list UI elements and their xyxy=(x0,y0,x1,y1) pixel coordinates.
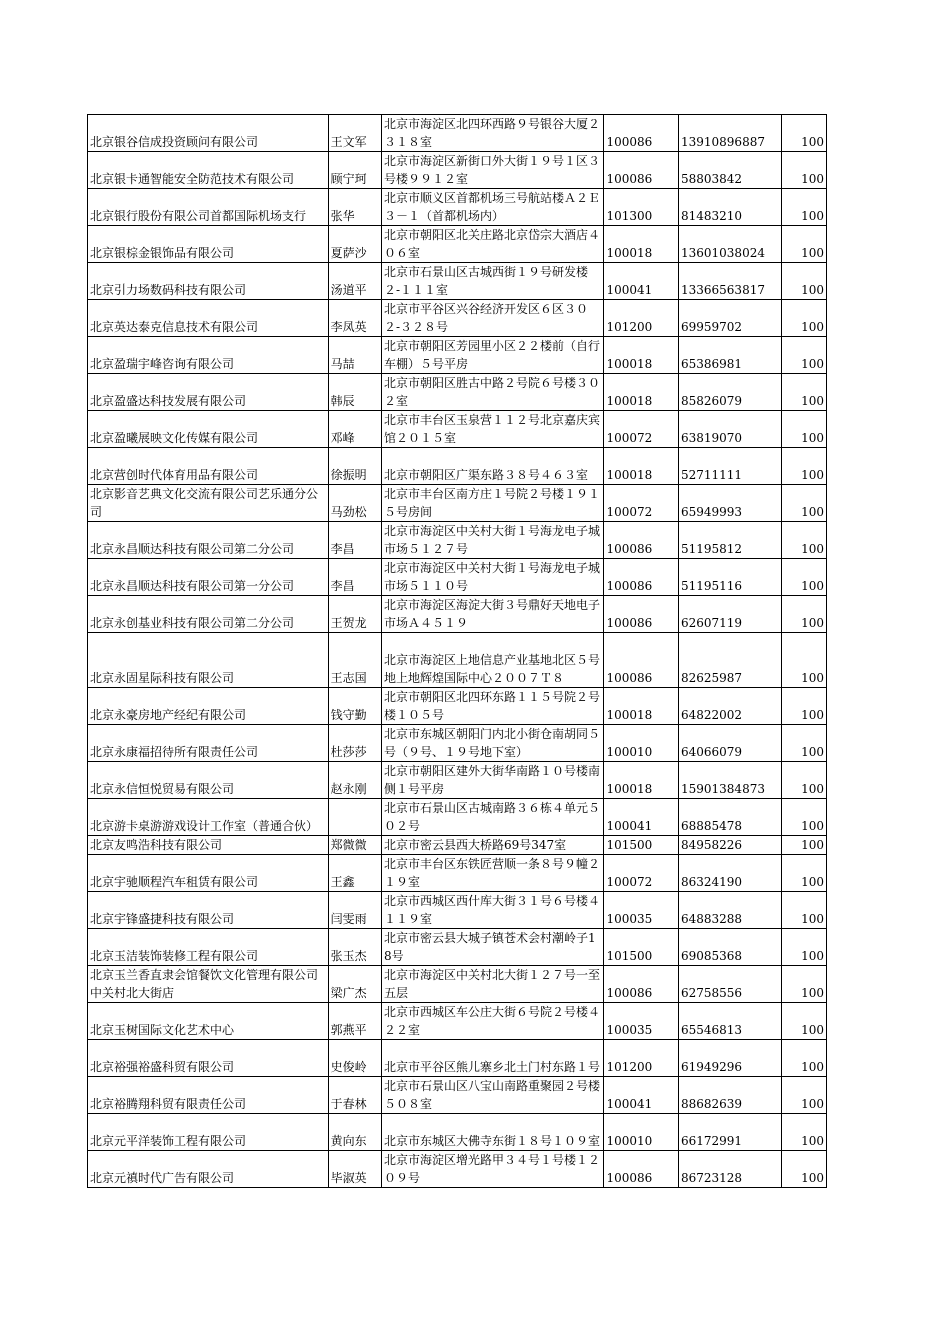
company-name-cell: 北京永昌顺达科技有限公司第一分公司 xyxy=(88,559,329,596)
address-cell: 北京市朝阳区芳园里小区２２楼前（自行车棚）５号平房 xyxy=(381,337,604,374)
contact-person-cell: 李凤英 xyxy=(328,300,381,337)
amount-cell: 100 xyxy=(781,596,826,633)
phone-number-cell: 81483210 xyxy=(678,189,781,226)
postal-code-cell: 100086 xyxy=(604,522,679,559)
address-cell: 北京市海淀区北四环西路９号银谷大厦２３１８室 xyxy=(381,115,604,152)
postal-code-cell: 100041 xyxy=(604,799,679,836)
address-cell: 北京市海淀区新街口外大街１９号１区３号楼９９１２室 xyxy=(381,152,604,189)
address-cell: 北京市海淀区海淀大街３号鼎好天地电子市场Ａ４５１９ xyxy=(381,596,604,633)
table-row xyxy=(88,1151,827,1188)
address-cell: 北京市平谷区熊儿寨乡北土门村东路１号 xyxy=(381,1040,604,1077)
postal-code-cell: 100010 xyxy=(604,725,679,762)
table-row xyxy=(88,688,827,725)
amount-cell: 100 xyxy=(781,559,826,596)
phone-number-cell: 65949993 xyxy=(678,485,781,522)
company-name-cell: 北京盈曦展映文化传媒有限公司 xyxy=(88,411,329,448)
amount-cell: 100 xyxy=(781,189,826,226)
postal-code-cell: 100086 xyxy=(604,1151,679,1188)
address-cell: 北京市密云县西大桥路69号347室 xyxy=(381,836,604,855)
table-row xyxy=(88,725,827,762)
contact-person-cell: 闫雯雨 xyxy=(328,892,381,929)
address-cell: 北京市朝阳区建外大街华南路１０号楼南侧１号平房 xyxy=(381,762,604,799)
table-row xyxy=(88,836,827,855)
company-name-cell: 北京宇驰顺程汽车租赁有限公司 xyxy=(88,855,329,892)
phone-number-cell: 82625987 xyxy=(678,633,781,688)
address-cell: 北京市石景山区古城南路３６栋４单元５０２号 xyxy=(381,799,604,836)
amount-cell: 100 xyxy=(781,374,826,411)
company-name-cell: 北京宇锋盛捷科技有限公司 xyxy=(88,892,329,929)
amount-cell: 100 xyxy=(781,725,826,762)
contact-person-cell: 王鑫 xyxy=(328,855,381,892)
postal-code-cell: 101200 xyxy=(604,300,679,337)
postal-code-cell: 100086 xyxy=(604,152,679,189)
phone-number-cell: 65546813 xyxy=(678,1003,781,1040)
postal-code-cell: 100018 xyxy=(604,448,679,485)
postal-code-cell: 100041 xyxy=(604,263,679,300)
phone-number-cell: 52711111 xyxy=(678,448,781,485)
company-name-cell: 北京友鸣浩科技有限公司 xyxy=(88,836,329,855)
phone-number-cell: 51195116 xyxy=(678,559,781,596)
address-cell: 北京市丰台区南方庄１号院２号楼１９１５号房间 xyxy=(381,485,604,522)
contact-person-cell: 张玉杰 xyxy=(328,929,381,966)
address-cell: 北京市海淀区上地信息产业基地北区５号地上地辉煌国际中心２００７Ｔ８ xyxy=(381,633,604,688)
phone-number-cell: 15901384873 xyxy=(678,762,781,799)
contact-person-cell: 杜莎莎 xyxy=(328,725,381,762)
company-name-cell: 北京游卡桌游游戏设计工作室（普通合伙） xyxy=(88,799,329,836)
postal-code-cell: 100035 xyxy=(604,1003,679,1040)
amount-cell: 100 xyxy=(781,633,826,688)
address-cell: 北京市石景山区古城西街１９号研发楼２-１１１室 xyxy=(381,263,604,300)
amount-cell: 100 xyxy=(781,1003,826,1040)
address-cell: 北京市顺义区首都机场三号航站楼Ａ２Ｅ３－１（首都机场内） xyxy=(381,189,604,226)
postal-code-cell: 100018 xyxy=(604,688,679,725)
contact-person-cell: 黄向东 xyxy=(328,1114,381,1151)
phone-number-cell: 88682639 xyxy=(678,1077,781,1114)
phone-number-cell: 69085368 xyxy=(678,929,781,966)
table-row xyxy=(88,1114,827,1151)
amount-cell: 100 xyxy=(781,152,826,189)
company-name-cell: 北京英达泰克信息技术有限公司 xyxy=(88,300,329,337)
company-name-cell: 北京永信恒悦贸易有限公司 xyxy=(88,762,329,799)
phone-number-cell: 63819070 xyxy=(678,411,781,448)
table-row xyxy=(88,559,827,596)
company-name-cell: 北京银谷信成投资顾问有限公司 xyxy=(88,115,329,152)
phone-number-cell: 84958226 xyxy=(678,836,781,855)
contact-person-cell: 钱守勤 xyxy=(328,688,381,725)
address-cell: 北京市朝阳区北关庄路北京岱宗大酒店４０６室 xyxy=(381,226,604,263)
postal-code-cell: 101300 xyxy=(604,189,679,226)
company-name-cell: 北京玉兰香直隶会馆餐饮文化管理有限公司中关村北大街店 xyxy=(88,966,329,1003)
phone-number-cell: 86723128 xyxy=(678,1151,781,1188)
contact-person-cell: 徐振明 xyxy=(328,448,381,485)
amount-cell: 100 xyxy=(781,448,826,485)
table-row xyxy=(88,189,827,226)
amount-cell: 100 xyxy=(781,799,826,836)
table-row xyxy=(88,1003,827,1040)
table-row xyxy=(88,799,827,836)
table-row xyxy=(88,966,827,1003)
table-row xyxy=(88,263,827,300)
address-cell: 北京市海淀区中关村北大街１２７号一至五层 xyxy=(381,966,604,1003)
phone-number-cell: 64883288 xyxy=(678,892,781,929)
postal-code-cell: 100086 xyxy=(604,596,679,633)
company-name-cell: 北京玉树国际文化艺术中心 xyxy=(88,1003,329,1040)
amount-cell: 100 xyxy=(781,263,826,300)
contact-person-cell: 夏萨沙 xyxy=(328,226,381,263)
postal-code-cell: 100041 xyxy=(604,1077,679,1114)
postal-code-cell: 101500 xyxy=(604,929,679,966)
company-name-cell: 北京营创时代体育用品有限公司 xyxy=(88,448,329,485)
table-row xyxy=(88,522,827,559)
contact-person-cell: 毕淑英 xyxy=(328,1151,381,1188)
company-name-cell: 北京盈盛达科技发展有限公司 xyxy=(88,374,329,411)
phone-number-cell: 86324190 xyxy=(678,855,781,892)
phone-number-cell: 13910896887 xyxy=(678,115,781,152)
amount-cell: 100 xyxy=(781,892,826,929)
address-cell: 北京市密云县大城子镇苍术会村潮岭子18号 xyxy=(381,929,604,966)
address-cell: 北京市朝阳区胜古中路２号院６号楼３０２室 xyxy=(381,374,604,411)
amount-cell: 100 xyxy=(781,836,826,855)
contact-person-cell: 李昌 xyxy=(328,522,381,559)
address-cell: 北京市海淀区中关村大街１号海龙电子城市场５１１０号 xyxy=(381,559,604,596)
company-name-cell: 北京元禛时代广告有限公司 xyxy=(88,1151,329,1188)
company-name-cell: 北京裕腾翔科贸有限责任公司 xyxy=(88,1077,329,1114)
address-cell: 北京市平谷区兴谷经济开发区６区３０２-３２８号 xyxy=(381,300,604,337)
phone-number-cell: 66172991 xyxy=(678,1114,781,1151)
table-row xyxy=(88,633,827,688)
amount-cell: 100 xyxy=(781,115,826,152)
phone-number-cell: 65386981 xyxy=(678,337,781,374)
postal-code-cell: 100018 xyxy=(604,226,679,263)
contact-person-cell: 马喆 xyxy=(328,337,381,374)
contact-person-cell: 王贺龙 xyxy=(328,596,381,633)
table-row xyxy=(88,300,827,337)
amount-cell: 100 xyxy=(781,1151,826,1188)
phone-number-cell: 61949296 xyxy=(678,1040,781,1077)
postal-code-cell: 101200 xyxy=(604,1040,679,1077)
contact-person-cell: 汤道平 xyxy=(328,263,381,300)
contact-person-cell: 张华 xyxy=(328,189,381,226)
table-row xyxy=(88,226,827,263)
address-cell: 北京市丰台区东铁匠营顺一条８号９幢２１９室 xyxy=(381,855,604,892)
phone-number-cell: 68885478 xyxy=(678,799,781,836)
amount-cell: 100 xyxy=(781,485,826,522)
phone-number-cell: 51195812 xyxy=(678,522,781,559)
postal-code-cell: 100035 xyxy=(604,892,679,929)
amount-cell: 100 xyxy=(781,1040,826,1077)
phone-number-cell: 58803842 xyxy=(678,152,781,189)
company-name-cell: 北京永昌顺达科技有限公司第二分公司 xyxy=(88,522,329,559)
table-row xyxy=(88,596,827,633)
table-row xyxy=(88,115,827,152)
company-name-cell: 北京永固星际科技有限公司 xyxy=(88,633,329,688)
postal-code-cell: 100018 xyxy=(604,762,679,799)
amount-cell: 100 xyxy=(781,300,826,337)
postal-code-cell: 100086 xyxy=(604,966,679,1003)
address-cell: 北京市东城区朝阳门内北小街仓南胡同５号（９号、１９号地下室） xyxy=(381,725,604,762)
table-row xyxy=(88,762,827,799)
amount-cell: 100 xyxy=(781,966,826,1003)
amount-cell: 100 xyxy=(781,1077,826,1114)
amount-cell: 100 xyxy=(781,411,826,448)
postal-code-cell: 100018 xyxy=(604,374,679,411)
table-row xyxy=(88,892,827,929)
postal-code-cell: 100072 xyxy=(604,411,679,448)
table-row xyxy=(88,485,827,522)
table-row xyxy=(88,855,827,892)
contact-person-cell: 王文军 xyxy=(328,115,381,152)
address-cell: 北京市朝阳区广渠东路３８号４６３室 xyxy=(381,448,604,485)
table-row xyxy=(88,411,827,448)
postal-code-cell: 100086 xyxy=(604,633,679,688)
address-cell: 北京市西城区车公庄大街６号院２号楼４２２室 xyxy=(381,1003,604,1040)
company-name-cell: 北京永康福招待所有限责任公司 xyxy=(88,725,329,762)
table-row xyxy=(88,374,827,411)
contact-person-cell xyxy=(328,799,381,836)
postal-code-cell: 100018 xyxy=(604,337,679,374)
contact-person-cell: 韩辰 xyxy=(328,374,381,411)
company-name-cell: 北京裕强裕盛科贸有限公司 xyxy=(88,1040,329,1077)
contact-person-cell: 顾宁珂 xyxy=(328,152,381,189)
address-cell: 北京市丰台区玉泉营１１２号北京嘉庆宾馆２０１５室 xyxy=(381,411,604,448)
contact-person-cell: 于春林 xyxy=(328,1077,381,1114)
contact-person-cell: 郭燕平 xyxy=(328,1003,381,1040)
address-cell: 北京市海淀区增光路甲３４号１号楼１２０９号 xyxy=(381,1151,604,1188)
amount-cell: 100 xyxy=(781,929,826,966)
contact-person-cell: 郑微微 xyxy=(328,836,381,855)
company-name-cell: 北京永豪房地产经纪有限公司 xyxy=(88,688,329,725)
phone-number-cell: 64066079 xyxy=(678,725,781,762)
phone-number-cell: 62758556 xyxy=(678,966,781,1003)
contact-person-cell: 王志国 xyxy=(328,633,381,688)
postal-code-cell: 100086 xyxy=(604,115,679,152)
company-table xyxy=(87,114,827,1188)
table-row xyxy=(88,929,827,966)
contact-person-cell: 梁广杰 xyxy=(328,966,381,1003)
company-name-cell: 北京银卡通智能安全防范技术有限公司 xyxy=(88,152,329,189)
table-row xyxy=(88,1077,827,1114)
company-directory-sheet xyxy=(87,114,827,1188)
postal-code-cell: 100072 xyxy=(604,485,679,522)
amount-cell: 100 xyxy=(781,226,826,263)
table-body xyxy=(88,115,827,1188)
table-row xyxy=(88,448,827,485)
table-row xyxy=(88,152,827,189)
contact-person-cell: 马劲松 xyxy=(328,485,381,522)
company-name-cell: 北京银棕金银饰品有限公司 xyxy=(88,226,329,263)
phone-number-cell: 62607119 xyxy=(678,596,781,633)
table-row xyxy=(88,337,827,374)
address-cell: 北京市西城区西什库大街３１号６号楼４１１９室 xyxy=(381,892,604,929)
phone-number-cell: 85826079 xyxy=(678,374,781,411)
address-cell: 北京市朝阳区北四环东路１１５号院２号楼１０５号 xyxy=(381,688,604,725)
company-name-cell: 北京永创基业科技有限公司第二分公司 xyxy=(88,596,329,633)
company-name-cell: 北京玉洁装饰装修工程有限公司 xyxy=(88,929,329,966)
address-cell: 北京市石景山区八宝山南路重聚园２号楼５０８室 xyxy=(381,1077,604,1114)
table-row xyxy=(88,1040,827,1077)
amount-cell: 100 xyxy=(781,688,826,725)
amount-cell: 100 xyxy=(781,522,826,559)
contact-person-cell: 史俊岭 xyxy=(328,1040,381,1077)
postal-code-cell: 100086 xyxy=(604,559,679,596)
contact-person-cell: 赵永刚 xyxy=(328,762,381,799)
company-name-cell: 北京银行股份有限公司首都国际机场支行 xyxy=(88,189,329,226)
company-name-cell: 北京引力场数码科技有限公司 xyxy=(88,263,329,300)
amount-cell: 100 xyxy=(781,855,826,892)
postal-code-cell: 101500 xyxy=(604,836,679,855)
postal-code-cell: 100072 xyxy=(604,855,679,892)
address-cell: 北京市海淀区中关村大街１号海龙电子城市场５１２７号 xyxy=(381,522,604,559)
phone-number-cell: 64822002 xyxy=(678,688,781,725)
amount-cell: 100 xyxy=(781,1114,826,1151)
company-name-cell: 北京元平洋装饰工程有限公司 xyxy=(88,1114,329,1151)
phone-number-cell: 69959702 xyxy=(678,300,781,337)
phone-number-cell: 13601038024 xyxy=(678,226,781,263)
postal-code-cell: 100010 xyxy=(604,1114,679,1151)
amount-cell: 100 xyxy=(781,337,826,374)
contact-person-cell: 邓峰 xyxy=(328,411,381,448)
phone-number-cell: 13366563817 xyxy=(678,263,781,300)
company-name-cell: 北京影音艺典文化交流有限公司艺乐通分公司 xyxy=(88,485,329,522)
amount-cell: 100 xyxy=(781,762,826,799)
contact-person-cell: 李昌 xyxy=(328,559,381,596)
company-name-cell: 北京盈瑞宇峰咨询有限公司 xyxy=(88,337,329,374)
address-cell: 北京市东城区大佛寺东街１８号１０９室 xyxy=(381,1114,604,1151)
